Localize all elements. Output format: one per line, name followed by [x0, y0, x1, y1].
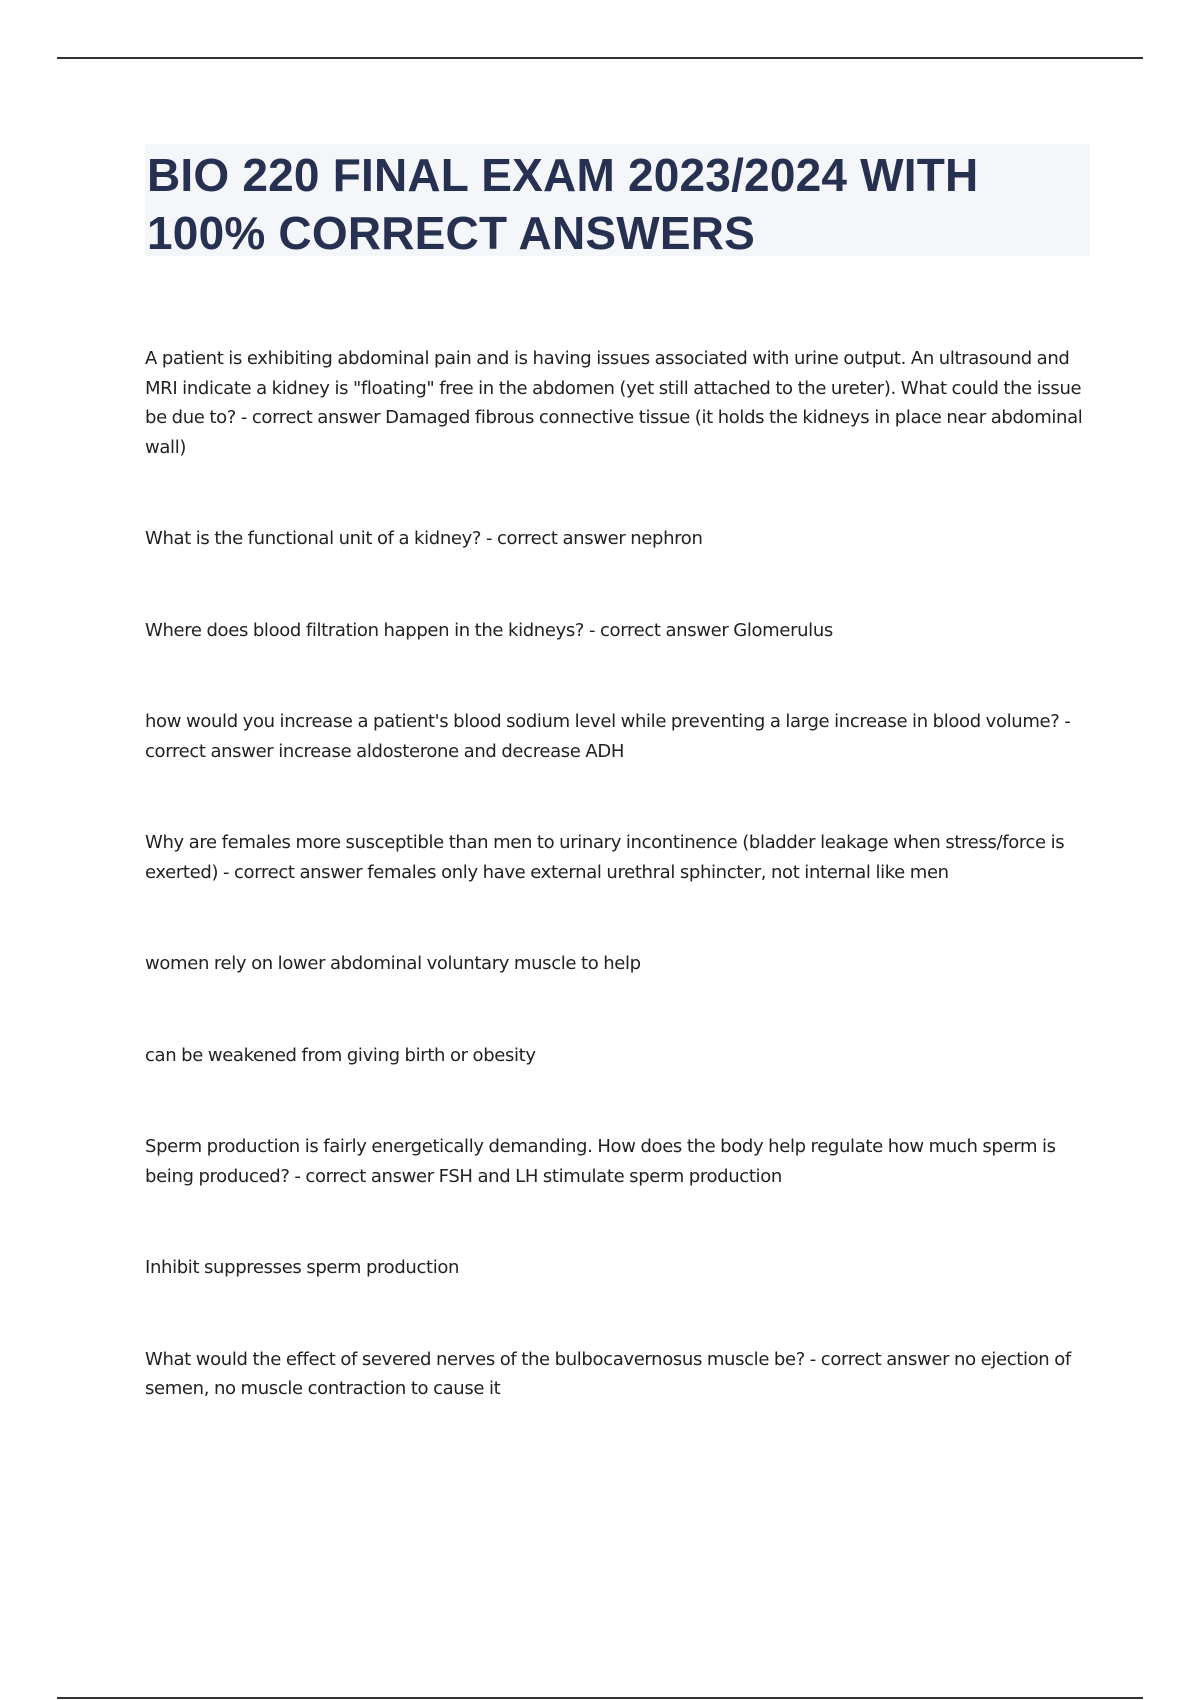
- qa-paragraph-4: how would you increase a patient's blood sodium level while preventing a large increase in blood volume? - correct answer increase aldosterone and decrease ADH: [145, 711, 1071, 762]
- qa-paragraph-1: A patient is exhibiting abdominal pain and is having issues associated with urine output. An ultrasound and MRI indicate a kidney is "floating" free in the abdomen (yet still attached to the ureter). What could the issue be due to? - correct answer Damaged fibrous connective tissue (it holds the kidneys in place near abdominal wall): [145, 348, 1083, 458]
- qa-paragraph-8: Sperm production is fairly energetically demanding. How does the body help regulate how much sperm is being produced? - correct answer FSH and LH stimulate sperm production: [145, 1136, 1056, 1187]
- qa-paragraph-5: Why are females more susceptible than men to urinary incontinence (bladder leakage when stress/force is exerted) - correct answer females only have external urethral sphincter, not internal like men: [145, 832, 1065, 883]
- title-banner: [145, 144, 1090, 259]
- footer-rule: [57, 1697, 1143, 1699]
- header-rule: [57, 57, 1143, 59]
- document-title: BIO 220 FINAL EXAM 2023/2024 WITH 100% CORRECT ANSWERS: [147, 149, 979, 259]
- qa-paragraph-3: Where does blood filtration happen in the kidneys? - correct answer Glomerulus: [145, 619, 833, 641]
- document-body: [145, 344, 1090, 1404]
- note-paragraph-9: Inhibit suppresses sperm production: [145, 1257, 460, 1278]
- qa-paragraph-2: What is the functional unit of a kidney? - correct answer nephron: [145, 528, 703, 549]
- note-paragraph-7: can be weakened from giving birth or obesity: [145, 1044, 536, 1066]
- qa-paragraph-10: What would the effect of severed nerves of the bulbocavernosus muscle be? - correct answer no ejection of semen, no muscle contraction to cause it: [145, 1348, 1071, 1399]
- note-paragraph-6: women rely on lower abdominal voluntary muscle to help: [145, 953, 641, 974]
